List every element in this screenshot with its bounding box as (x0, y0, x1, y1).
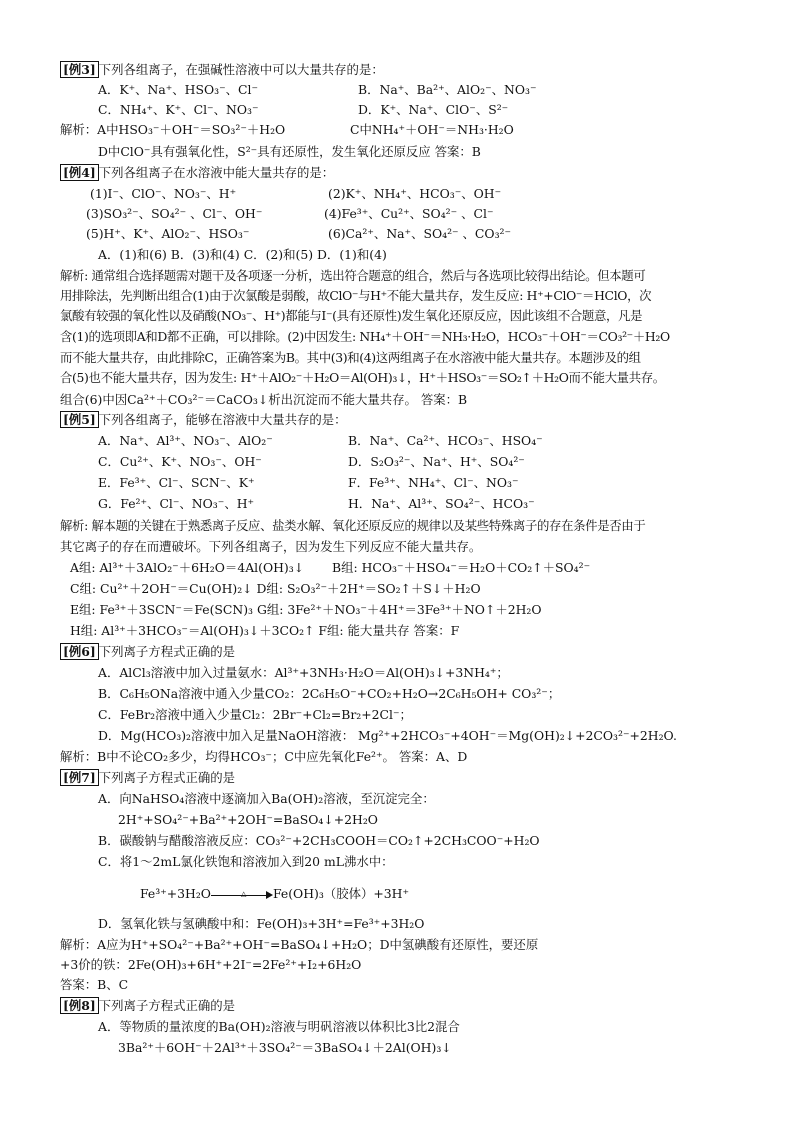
reaction-row: C组: Cu²⁺＋2OH⁻＝Cu(OH)₂↓ D组: S₂O₃²⁻＋2H⁺＝SO₂↑＋S↓＋H₂O (70, 581, 481, 596)
example-tag: [例7] (60, 769, 99, 786)
example-tag: [例5] (60, 411, 99, 428)
group-item: (2)K⁺、NH₄⁺、HCO₃⁻、OH⁻ (328, 186, 502, 201)
analysis-line: 解析: 通常组合选择题需对题干及各项逐一分析，选出符合题意的组合，然后与各选项比较得出结论。但本题可 (60, 268, 646, 283)
option-d: D．K⁺、Na⁺、ClO⁻、S²⁻ (358, 102, 509, 117)
answer-line: 答案：B、C (60, 977, 129, 992)
example-tag: [例3] (60, 61, 99, 78)
options-row (90, 184, 502, 203)
group-item: (1)I⁻、ClO⁻、NO₃⁻、H⁺ (90, 186, 237, 201)
analysis-text: 解析：A中HSO₃⁻＋OH⁻＝SO₃²⁻＋H₂O (60, 122, 286, 137)
group-item: (4)Fe³⁺、Cu²⁺、SO₄²⁻ 、Cl⁻ (324, 206, 494, 221)
option-d: D．Mg(HCO₃)₂溶液中加入足量NaOH溶液： Mg²⁺+2HCO₃⁻+4OH⁻＝Mg(OH)₂↓+2CO₃²⁻+2H₂O. (98, 728, 677, 743)
question-stem: 下列各组离子，能够在溶液中大量共存的是： (98, 412, 347, 427)
group-item: (3)SO₃²⁻、SO₄²⁻ 、Cl⁻、OH⁻ (86, 206, 263, 221)
option-d: D．氢氧化铁与氢碘酸中和：Fe(OH)₃+3H⁺=Fe³⁺+3H₂O (98, 916, 425, 931)
example-tag: [例4] (60, 164, 99, 181)
option-c: C．NH₄⁺、K⁺、Cl⁻、NO₃⁻ (98, 102, 259, 117)
options-row (98, 473, 519, 492)
analysis-line: 用排除法，先判断出组合(1)由于次氯酸是弱酸，故ClO⁻与H⁺不能大量共存，发生反应: H⁺+ClO⁻＝HClO，次 (60, 288, 652, 303)
equation-products: Fe(OH)₃（胶体）+3H⁺ (272, 886, 409, 901)
reaction-text: B组: HCO₃⁻＋HSO₄⁻＝H₂O＋CO₂↑＋SO₄²⁻ (332, 560, 591, 575)
reaction-text: A组: Al³⁺＋3AlO₂⁻＋6H₂O＝4Al(OH)₃↓ (70, 560, 305, 575)
question-stem: 下列离子方程式正确的是 (98, 770, 236, 785)
example-tag: [例8] (60, 997, 99, 1014)
option-a: A．Na⁺、Al³⁺、NO₃⁻、AlO₂⁻ (98, 433, 273, 448)
options-row (98, 100, 509, 119)
example-7-heading (60, 768, 235, 787)
analysis-line: 解析：A应为H⁺+SO₄²⁻+Ba²⁺+OH⁻=BaSO₄↓+H₂O；D中氢碘酸有还原性，要还原 (60, 937, 539, 952)
options-row (98, 80, 537, 99)
example-6-heading (60, 642, 235, 661)
option-b: B．碳酸钠与醋酸溶液反应：CO₃²⁻+2CH₃COOH＝CO₂↑+2CH₃COO⁻+H₂O (98, 833, 540, 848)
analysis-line: 合(5)也不能大量共存，因为发生: H⁺＋AlO₂⁻＋H₂O＝Al(OH)₃↓，H⁺＋HSO₃⁻＝SO₂↑＋H₂O而不能大量共存。 (60, 370, 665, 385)
reaction-row: H组: Al³⁺＋3HCO₃⁻＝Al(OH)₃↓＋3CO₂↑ F组: 能大量共存 答案：F (70, 623, 460, 638)
option-e: E．Fe³⁺、Cl⁻、SCN⁻、K⁺ (98, 475, 255, 490)
options-row (98, 494, 535, 513)
equation-reactants: Fe³⁺+3H₂O (140, 886, 211, 901)
reaction-row (70, 558, 591, 577)
analysis-line: +3价的铁：2Fe(OH)₃+6H⁺+2I⁻=2Fe²⁺+I₂+6H₂O (60, 957, 362, 972)
option-b: B．C₆H₅ONa溶液中通入少量CO₂：2C₆H₅O⁻+CO₂+H₂O→2C₆H₅OH+ CO₃²⁻； (98, 686, 561, 701)
analysis-line: 其它离子的存在而遭破坏。下列各组离子，因为发生下列反应不能大量共存。 (60, 539, 482, 554)
reaction-arrow-icon (211, 889, 273, 901)
example-tag: [例6] (60, 643, 99, 660)
heat-mark: △ (240, 889, 247, 898)
option-h: H．Na⁺、Al³⁺、SO₄²⁻、HCO₃⁻ (348, 496, 535, 511)
example-8-heading (60, 996, 235, 1015)
group-item: (6)Ca²⁺、Na⁺、SO₄²⁻ 、CO₃²⁻ (328, 226, 512, 241)
option-f: F．Fe³⁺、NH₄⁺、Cl⁻、NO₃⁻ (348, 475, 519, 490)
options-row (98, 431, 543, 450)
analysis-text: C中NH₄⁺＋OH⁻＝NH₃·H₂O (350, 122, 514, 137)
group-item: (5)H⁺、K⁺、AlO₂⁻、HSO₃⁻ (86, 226, 250, 241)
analysis-line: 解析: 解本题的关键在于熟悉离子反应、盐类水解、氧化还原反应的规律以及某些特殊离子的存在条件是否由于 (60, 518, 646, 533)
question-stem: 下列各组离子在水溶液中能大量共存的是： (98, 165, 335, 180)
example-4-heading (60, 163, 334, 182)
option-a: A．AlCl₃溶液中加入过量氨水：Al³⁺+3NH₃·H₂O＝Al(OH)₃↓+3NH₄⁺； (98, 665, 509, 680)
analysis-line: 含(1)的选项即A和D都不正确，可以排除。(2)中因发生: NH₄⁺＋OH⁻＝NH₃·H₂O，HCO₃⁻＋OH⁻＝CO₃²⁻＋H₂O (60, 329, 670, 344)
option-g: G．Fe²⁺、Cl⁻、NO₃⁻、H⁺ (98, 496, 255, 511)
question-stem: 下列离子方程式正确的是 (98, 644, 236, 659)
question-stem: 下列离子方程式正确的是 (98, 998, 236, 1013)
option-b: B．Na⁺、Ca²⁺、HCO₃⁻、HSO₄⁻ (348, 433, 543, 448)
option-c: C．Cu²⁺、K⁺、NO₃⁻、OH⁻ (98, 454, 262, 469)
option-c: C．将1～2mL氯化铁饱和溶液加入到20 mL沸水中： (98, 854, 394, 869)
question-stem: 下列各组离子，在强碱性溶液中可以大量共存的是： (98, 62, 384, 77)
analysis-line (60, 120, 514, 139)
option-b: B．Na⁺、Ba²⁺、AlO₂⁻、NO₃⁻ (358, 82, 537, 97)
analysis-line: D中ClO⁻具有强氧化性，S²⁻具有还原性，发生氧化还原反应 答案：B (98, 144, 481, 159)
option-c: C．FeBr₂溶液中通入少量Cl₂：2Br⁻+Cl₂=Br₂+2Cl⁻； (98, 707, 412, 722)
options-row (86, 224, 512, 243)
equation-line: 3Ba²⁺＋6OH⁻＋2Al³⁺＋3SO₄²⁻＝3BaSO₄↓＋2Al(OH)₃↓ (118, 1040, 452, 1055)
analysis-line: 氯酸有较强的氧化性以及硝酸(NO₃⁻、H⁺)都能与I⁻(具有还原性)发生氧化还原反应，因此该组不合题意，凡是 (60, 308, 643, 323)
option-a: A．向NaHSO₄溶液中逐滴加入Ba(OH)₂溶液，至沉淀完全： (98, 791, 435, 806)
reaction-row: E组: Fe³⁺＋3SCN⁻＝Fe(SCN)₃ G组: 3Fe²⁺＋NO₃⁻＋4H⁺＝3Fe³⁺＋NO↑＋2H₂O (70, 602, 542, 617)
options-row (86, 204, 494, 223)
option-a: A．K⁺、Na⁺、HSO₃⁻、Cl⁻ (98, 82, 259, 97)
analysis-line: 组合(6)中因Ca²⁺＋CO₃²⁻＝CaCO₃↓析出沉淀而不能大量共存。 答案：B (60, 392, 468, 407)
equation-line: 2H⁺+SO₄²⁻+Ba²⁺+2OH⁻=BaSO₄↓+2H₂O (118, 812, 378, 827)
option-a: A．等物质的量浓度的Ba(OH)₂溶液与明矾溶液以体积比3比2混合 (98, 1019, 460, 1034)
option-d: D．S₂O₃²⁻、Na⁺、H⁺、SO₄²⁻ (348, 454, 525, 469)
analysis-line: 解析：B中不论CO₂多少，均得HCO₃⁻；C中应先氧化Fe²⁺。 答案：A、D (60, 749, 468, 764)
options-row (98, 452, 525, 471)
example-5-heading (60, 410, 347, 429)
example-3-heading (60, 60, 384, 79)
answer-choices: A．(1)和(6) B．(3)和(4) C．(2)和(5) D．(1)和(4) (98, 247, 387, 262)
analysis-line: 而不能大量共存，由此排除C，正确答案为B。其中(3)和(4)这两组离子在水溶液中能大量共存。本题涉及的组 (60, 350, 641, 365)
heated-equation (140, 884, 409, 903)
